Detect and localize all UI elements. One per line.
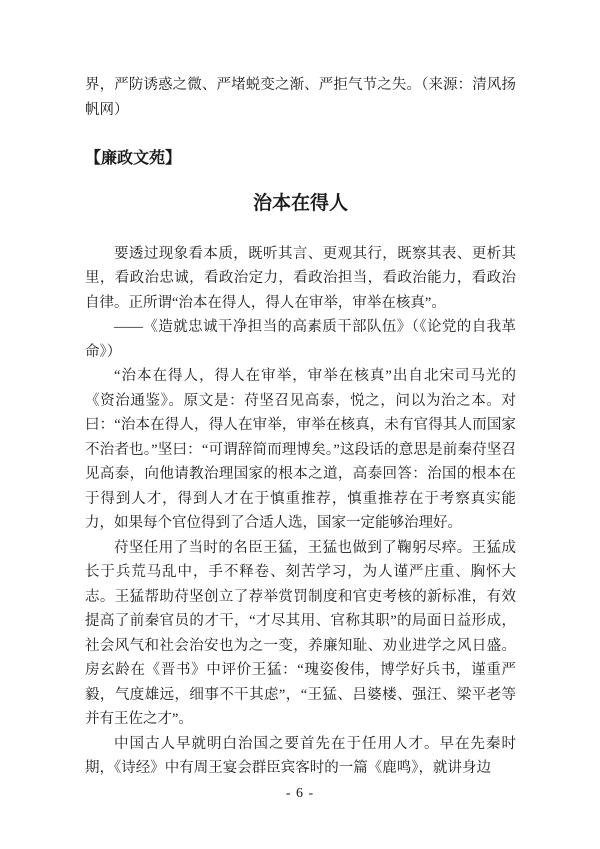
article-paragraph-1: 要透过现象看本质，既听其言、更观其行，既察其表、更析其里，看政治忠诚，看政治定力，看政治担当，看政治能力，看政治自律。正所谓“治本在得人，得人在审举，审举在核真”。 xyxy=(85,245,516,311)
article-paragraph-5: 中国古人早就明白治国之要首先在于任用人才。早在先秦时期，《诗经》中有周王宴会群臣宾客时的一篇《鹿鸣》，就讲身边 xyxy=(85,735,516,776)
article-paragraph-3: “治本在得人，得人在审举，审举在核真”出自北宋司马光的《资治通鉴》。原文是：苻坚召见高泰，悦之，问以为治之本。对曰：“治本在得人，得人在审举，审举在核真，未有官得其人而国家不治者也。”坚曰：“可谓辞简而理博矣。”这段话的意思是前秦苻坚召见高泰，向他请教治理国家的根本之道，高泰回答：治国的根本在于得到人才，得到人才在于慎重推荐，慎重推荐在于考察真实能力，如果每个官位得到了合适人选，国家一定能够治理好。 xyxy=(85,368,516,531)
continuation-paragraph: 界，严防诱惑之微、严堵蜕变之渐、严拒气节之失。（来源：清风扬帆网） xyxy=(85,77,516,118)
page-number: - 6 - xyxy=(285,786,315,801)
article-title: 治本在得人 xyxy=(252,192,348,214)
section-header: 【廉政文苑】 xyxy=(85,150,182,167)
article-paragraph-2-attribution: ——《造就忠诚干净担当的高素质干部队伍》（《论党的自我革命》） xyxy=(85,319,516,360)
article-body xyxy=(85,242,516,781)
document-content xyxy=(85,73,516,781)
article-paragraph-4: 苻坚任用了当时的名臣王猛，王猛也做到了鞠躬尽瘁。王猛成长于兵荒马乱中，手不释卷、刻苦学习，为人谨严庄重、胸怀大志。王猛帮助苻坚创立了荐举赏罚制度和官吏考核的新标准，有效提高了前秦官员的才干，“才尽其用、官称其职”的局面日益形成，社会风气和社会治安也为之一变，养廉知耻、劝业进学之风日盛。房玄龄在《晋书》中评价王猛：“瑰姿俊伟，博学好兵书，谨重严毅，气度雄远，细事不干其虑”，“王猛、吕婆楼、强汪、梁平老等并有王佐之才”。 xyxy=(85,539,516,727)
